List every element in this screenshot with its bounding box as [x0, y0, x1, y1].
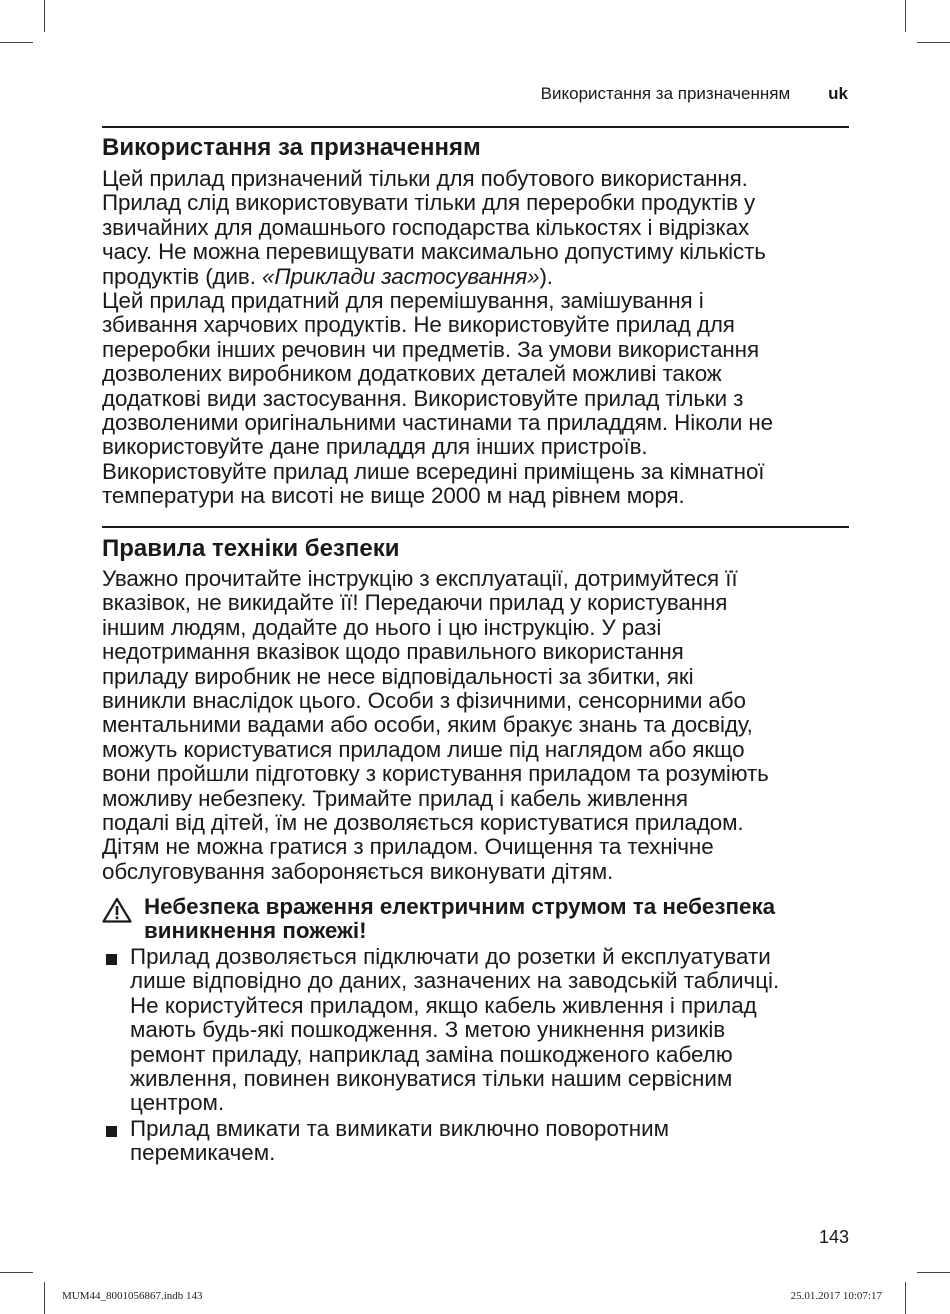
- page-number: 143: [818, 1227, 849, 1247]
- warning-line: виникнення пожежі!: [144, 918, 367, 944]
- warning-line: Небезпека враження електричним струмом та небезпека: [144, 894, 776, 919]
- text-line: [102, 387, 862, 411]
- text-line: [102, 191, 862, 215]
- section-heading-safety: Правила техніки безпеки: [102, 535, 400, 562]
- crop-mark: [905, 0, 906, 32]
- crop-mark: [905, 1282, 906, 1314]
- cross-reference-link: «Приклади застосування»: [261, 263, 540, 289]
- text-line: ментальними вадами або особи, яким бракує знань та досвіду,: [102, 712, 753, 738]
- text-line: [102, 216, 862, 240]
- text-line: Уважно прочитайте інструкцію з експлуатації, дотримуйтеся її: [102, 566, 738, 591]
- bullet-text-line: Прилад вмикати та вимикати виключно поворотним: [130, 1116, 669, 1141]
- text-line: можуть користуватися приладом лише під наглядом або якщо: [102, 736, 745, 762]
- text-line: Дітям не можна гратися з приладом. Очищення та технічне: [102, 834, 714, 860]
- bullet-text-line: центром.: [130, 1090, 225, 1116]
- bullet-square-icon: [106, 1126, 117, 1137]
- text-segment: температури на висоті не вище 2000 м над рівнем моря.: [102, 483, 685, 509]
- text-line: приладу виробник не несе відповідальності за збитки, які: [102, 663, 694, 689]
- text-line: [102, 240, 862, 264]
- footer-file: MUM44_8001056867.indb 143: [62, 1290, 203, 1302]
- text-line: вони пройшли підготовку з користування приладом та розуміють: [102, 761, 769, 787]
- text-segment: переробки інших речовин чи предметів. За умови використання: [102, 336, 759, 362]
- text-segment: Цей прилад придатний для перемішування, замішування і: [102, 288, 704, 314]
- text-line: [102, 338, 862, 362]
- text-segment: дозволених виробником додаткових деталей можливі також: [102, 361, 722, 387]
- language-code: uk: [828, 84, 848, 103]
- text-segment: Цей прилад призначений тільки для побутового використання.: [102, 166, 748, 191]
- footer-datetime: 25.01.2017 10:07:17: [790, 1290, 882, 1302]
- text-line: [102, 484, 862, 508]
- text-line: [102, 411, 862, 435]
- text-segment: часу. Не можна перевищувати максимально допустиму кількість: [102, 239, 766, 265]
- text-segment: збивання харчових продуктів. Не використовуйте прилад для: [102, 312, 735, 338]
- bullet-text-line: Не користуйтеся приладом, якщо кабель живлення і прилад: [130, 992, 757, 1018]
- warning-triangle-icon: [102, 897, 132, 923]
- section-heading-intended-use: Використання за призначенням: [102, 134, 481, 161]
- intended-use-paragraph: [102, 167, 862, 509]
- text-segment: Прилад слід використовувати тільки для переробки продуктів у: [102, 190, 756, 216]
- text-line: недотримання вказівок щодо правильного використання: [102, 639, 684, 665]
- text-segment: продуктів (див.: [102, 263, 262, 289]
- bullet-text-line: живлення, повинен виконуватися тільки нашим сервісним: [130, 1066, 733, 1092]
- text-segment: ).: [539, 263, 553, 289]
- crop-mark: [0, 1272, 33, 1273]
- text-line: можливу небезпеку. Тримайте прилад і кабель живлення: [102, 785, 688, 811]
- text-segment: додаткові види застосування. Використовуйте прилад тільки з: [102, 385, 744, 411]
- running-header: [541, 84, 848, 104]
- safety-paragraph: [102, 567, 862, 884]
- text-line: подалі від дітей, їм не дозволяється користуватися приладом.: [102, 810, 744, 836]
- bullet-square-icon: [106, 954, 117, 965]
- text-line: [102, 460, 862, 484]
- running-header-title: Використання за призначенням: [540, 84, 791, 103]
- text-segment: дозволеними оригінальними частинами та приладдям. Ніколи не: [102, 410, 773, 436]
- crop-mark: [0, 42, 33, 43]
- section-divider: [102, 526, 849, 528]
- bullet-text-line: лише відповідно до даних, зазначених на заводській табличці.: [130, 968, 780, 994]
- bullet-text-line: ремонт приладу, наприклад заміна пошкодженого кабелю: [130, 1041, 733, 1067]
- section-divider: [102, 126, 849, 128]
- text-segment: Використовуйте прилад лише всередині приміщень за кімнатної: [102, 458, 765, 484]
- text-segment: звичайних для домашнього господарства кількостях і відрізках: [102, 214, 750, 240]
- text-line: виникли внаслідок цього. Особи з фізичними, сенсорними або: [102, 688, 746, 714]
- text-line: іншим людям, додайте до нього і цю інструкцію. У разі: [102, 614, 662, 640]
- text-line: обслуговування забороняється виконувати дітям.: [102, 858, 614, 884]
- text-segment: використовуйте дане приладдя для інших пристроїв.: [102, 434, 648, 460]
- bullet-text-line: Прилад дозволяється підключати до розетки й експлуатувати: [130, 944, 771, 969]
- crop-mark: [44, 1282, 45, 1314]
- text-line: [102, 362, 862, 386]
- crop-mark: [917, 42, 950, 43]
- text-line: вказівок, не викидайте її! Передаючи прилад у користування: [102, 590, 728, 616]
- bullet-text-line: перемикачем.: [130, 1140, 276, 1166]
- bullet-text-line: мають будь-які пошкодження. З метою уникнення ризиків: [130, 1017, 726, 1043]
- text-line: [102, 289, 862, 313]
- text-line: [102, 435, 862, 459]
- text-line: [102, 167, 862, 191]
- crop-mark: [917, 1272, 950, 1273]
- text-line: [102, 265, 862, 289]
- crop-mark: [44, 0, 45, 32]
- text-line: [102, 313, 862, 337]
